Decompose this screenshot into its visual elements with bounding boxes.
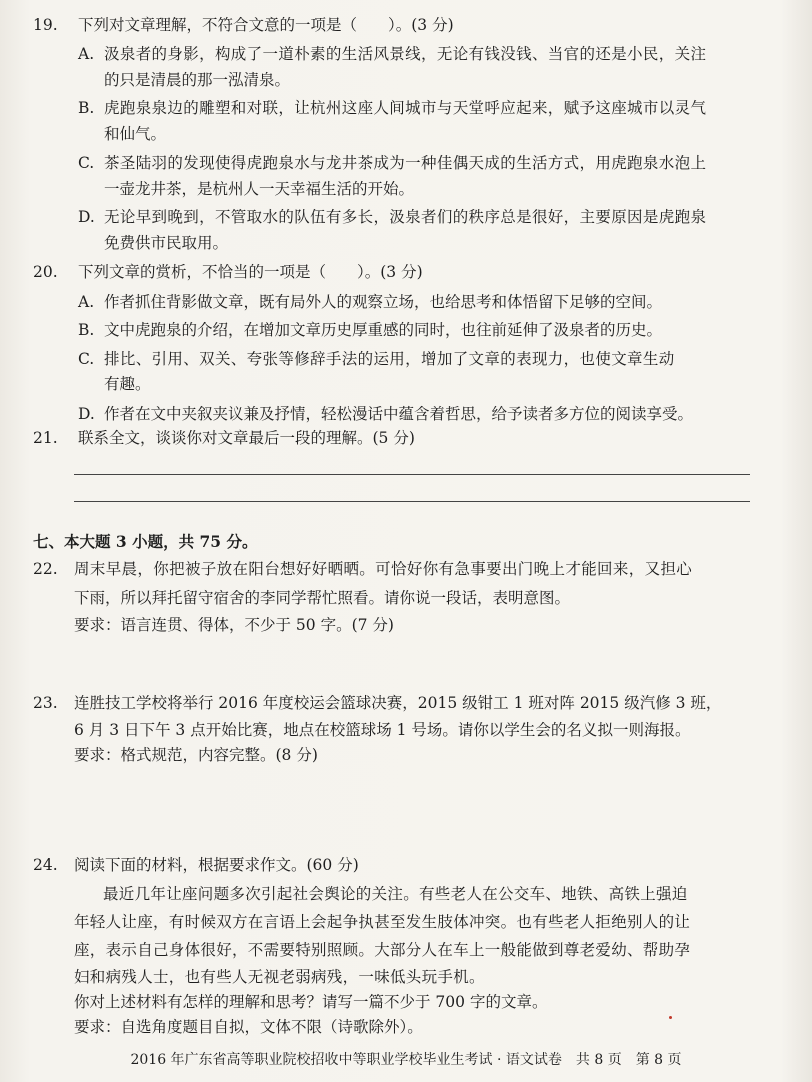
option-label: B. <box>78 321 95 339</box>
question-text: 连胜技工学校将举行 2016 年度校运会篮球决赛，2015 级钳工 1 班对阵 2015 级汽修 3 班， <box>74 694 722 712</box>
ink-mark <box>669 1016 672 1019</box>
question-number: 21. <box>33 429 58 447</box>
material-text: 妇和病残人士，也有些人无视老弱病残，一味低头玩手机。 <box>74 968 485 986</box>
option-text: 无论早到晚到，不管取水的队伍有多长，汲泉者们的秩序总是很好，主要原因是虎跑泉 <box>104 208 707 226</box>
option-text: 汲泉者的身影，构成了一道朴素的生活风景线，无论有钱没钱、当官的还是小民，关注 <box>104 45 707 63</box>
question-text-cont: 6 月 3 日下午 3 点开始比赛，地点在校篮球场 1 号场。请你以学生会的名义拟一则海报。 <box>74 721 691 739</box>
question-stem: 联系全文，谈谈你对文章最后一段的理解。(5 分) <box>78 429 415 447</box>
option-text-cont: 的只是清晨的那一泓清泉。 <box>104 71 291 89</box>
question-requirement: 要求：语言连贯、得体，不少于 50 字。(7 分) <box>74 616 394 634</box>
option-text: 作者在文中夹叙夹议兼及抒情，轻松漫话中蕴含着哲思，给予读者多方位的阅读享受。 <box>104 405 694 423</box>
option-text-cont: 有趣。 <box>104 375 151 393</box>
material-text: 年轻人让座，有时候双方在言语上会起争执甚至发生肢体冲突。也有些老人拒绝别人的让 <box>74 913 691 931</box>
option-label: C. <box>78 154 95 172</box>
question-stem: 下列对文章理解，不符合文意的一项是（ ）。(3 分) <box>78 16 454 34</box>
option-text: 作者抓住背影做文章，既有局外人的观察立场，也给思考和体悟留下足够的空间。 <box>104 293 663 311</box>
answer-line[interactable] <box>74 501 750 502</box>
option-label: C. <box>78 350 95 368</box>
question-stem: 阅读下面的材料，根据要求作文。(60 分) <box>74 856 359 874</box>
option-text-cont: 一壶龙井茶，是杭州人一天幸福生活的开始。 <box>104 180 415 198</box>
option-label: D. <box>78 208 95 226</box>
option-label: A. <box>78 293 95 311</box>
question-number: 20. <box>33 263 58 281</box>
option-label: B. <box>78 99 95 117</box>
option-text-cont: 和仙气。 <box>104 125 167 143</box>
question-text-cont: 下雨，所以拜托留守宿舍的李同学帮忙照看。请你说一段话，表明意图。 <box>74 589 571 607</box>
question-number: 23. <box>33 694 58 712</box>
question-number: 22. <box>33 560 58 578</box>
page-footer: 2016 年广东省高等职业院校招收中等职业学校毕业生考试 · 语文试卷 共 8 页 第 8 页 <box>130 1052 682 1068</box>
option-text: 虎跑泉泉边的雕塑和对联，让杭州这座人间城市与天堂呼应起来，赋予这座城市以灵气 <box>104 99 707 117</box>
question-number: 24. <box>33 856 58 874</box>
material-text: 座，表示自己身体很好，不需要特别照顾。大部分人在车上一般能做到尊老爱幼、帮助孕 <box>74 941 691 959</box>
section-heading: 七、本大题 3 小题，共 75 分。 <box>33 532 258 551</box>
option-text: 排比、引用、双关、夸张等修辞手法的运用，增加了文章的表现力，也使文章生动 <box>104 350 675 368</box>
option-label: A. <box>78 45 95 63</box>
question-text: 周末早晨，你把被子放在阳台想好好晒晒。可恰好你有急事要出门晚上才能回来，又担心 <box>74 560 693 578</box>
option-label: D. <box>78 405 95 423</box>
option-text: 文中虎跑泉的介绍，在增加文章历史厚重感的同时，也往前延伸了汲泉者的历史。 <box>104 321 663 339</box>
question-requirement: 要求：格式规范，内容完整。(8 分) <box>74 746 318 764</box>
essay-requirement: 要求：自选角度题目自拟，文体不限（诗歌除外）。 <box>74 1018 423 1036</box>
question-stem: 下列文章的赏析，不恰当的一项是（ ）。(3 分) <box>78 263 423 281</box>
question-number: 19. <box>33 16 58 34</box>
answer-line[interactable] <box>74 474 750 475</box>
option-text: 茶圣陆羽的发现使得虎跑泉水与龙井茶成为一种佳偶天成的生活方式，用虎跑泉水泡上 <box>104 154 707 172</box>
option-text-cont: 免费供市民取用。 <box>104 234 229 252</box>
essay-question: 你对上述材料有怎样的理解和思考？请写一篇不少于 700 字的文章。 <box>74 993 548 1011</box>
material-text: 最近几年让座问题多次引起社会舆论的关注。有些老人在公交车、地铁、高铁上强迫 <box>103 885 688 903</box>
